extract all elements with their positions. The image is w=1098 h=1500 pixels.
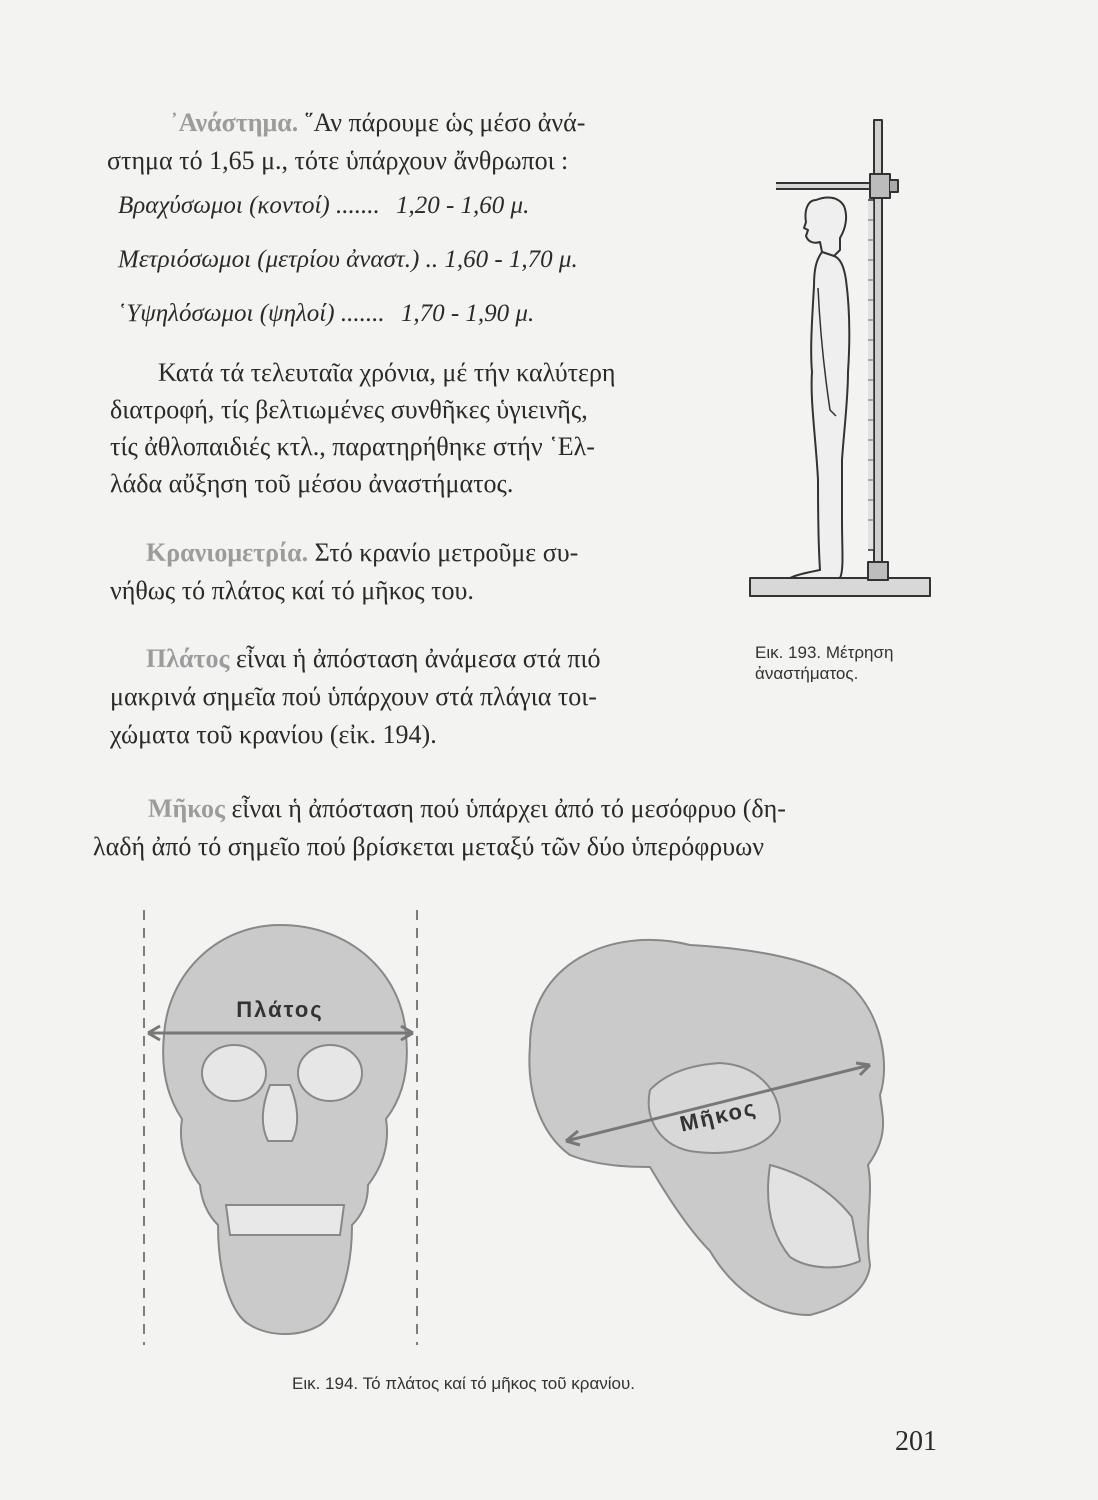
stature-row-dots: ....... [334,300,391,327]
stature-row-medium [118,246,578,278]
page-number: 201 [895,1426,937,1457]
front-skull [163,925,407,1334]
length-label: Μῆκος [677,1094,760,1137]
paragraph-line: λάδα αὔξηση τοῦ μέσου ἀναστήματος. [110,469,514,498]
paragraph-line: τίς ἀθλοπαιδιές κτλ., παρατηρήθηκε στήν ῾Ελ- [110,432,595,461]
stature-row-range: 1,20 - 1,60 μ. [395,192,530,219]
length-line-1 [148,790,786,828]
figure-193-caption [755,642,893,684]
width-text: εἶναι ἡ ἀπόσταση ἀνάμεσα στά πιό [235,644,601,673]
stature-heading: ᾿Ανάστημα. [170,108,299,137]
figure-193-caption-line: ἀναστήματος. [755,664,859,683]
stature-paragraph [110,354,616,502]
craniometry-line-1 [146,534,578,572]
stadiometer-base [750,578,930,596]
length-text: εἶναι ἡ ἀπόσταση πού ὑπάρχει ἀπό τό μεσόφρυο (δη- [231,794,786,823]
length-heading: Μῆκος [148,794,225,823]
figure-194-caption: Εικ. 194. Τό πλάτος καί τό μῆκος τοῦ κρανίου. [292,1374,636,1393]
craniometry-line-2: νήθως τό πλάτος καί τό μῆκος του. [110,576,474,605]
width-line-2: μακρινά σημεῖα πού ὑπάρχουν στά πλάγια τοι- [110,682,597,711]
width-heading: Πλάτος [146,644,230,673]
width-line-1 [146,640,601,678]
stature-row-label: ῾Υψηλόσωμοι (ψηλοί) [118,300,335,327]
stature-row-range: 1,60 - 1,70 μ. [444,246,578,273]
person-head [804,198,846,256]
person-body [790,252,849,578]
stature-row-label: Μετριόσωμοι (μετρίου ἀναστ.) [118,246,420,273]
stadiometer-figure [740,110,940,610]
stature-row-range: 1,70 - 1,90 μ. [400,300,535,327]
stature-row-dots: .. [419,246,445,273]
length-line-2: λαδή ἀπό τό σημεῖο πού βρίσκεται μεταξύ τῶν δύο ὑπερόφρυων [93,832,764,861]
stature-row-tall [118,300,578,332]
stature-line-1 [170,104,585,142]
craniometry-heading: Κρανιομετρία. [146,538,309,567]
width-label: Πλάτος [236,997,324,1022]
stadiometer-clamp [870,174,890,198]
figure-193-caption-line: Εικ. 193. Μέτρηση [755,643,894,662]
width-line-3: χώματα τοῦ κρανίου (εἰκ. 194). [110,720,437,749]
craniometry-text: Στό κρανίο μετροῦμε συ- [314,538,579,567]
stature-row-label: Βραχύσωμοι (κοντοί) [118,192,330,219]
stature-row-short [118,192,578,224]
stature-table [118,192,578,332]
stature-row-dots: ....... [329,192,386,219]
stature-line-2: στημα τό 1,65 μ., τότε ὑπάρχουν ἄνθρωποι : [107,146,569,175]
stadiometer-foot [868,562,888,580]
skull-figure [130,905,910,1365]
paragraph-line: διατροφή, τίς βελτιωμένες συνθῆκες ὑγιεινῆς, [110,395,588,424]
stature-intro-text: ῞Αν πάρουμε ὡς μέσο ἀνά- [304,108,586,137]
paragraph-line: Κατά τά τελευταῖα χρόνια, μέ τήν καλύτερη [158,358,616,387]
